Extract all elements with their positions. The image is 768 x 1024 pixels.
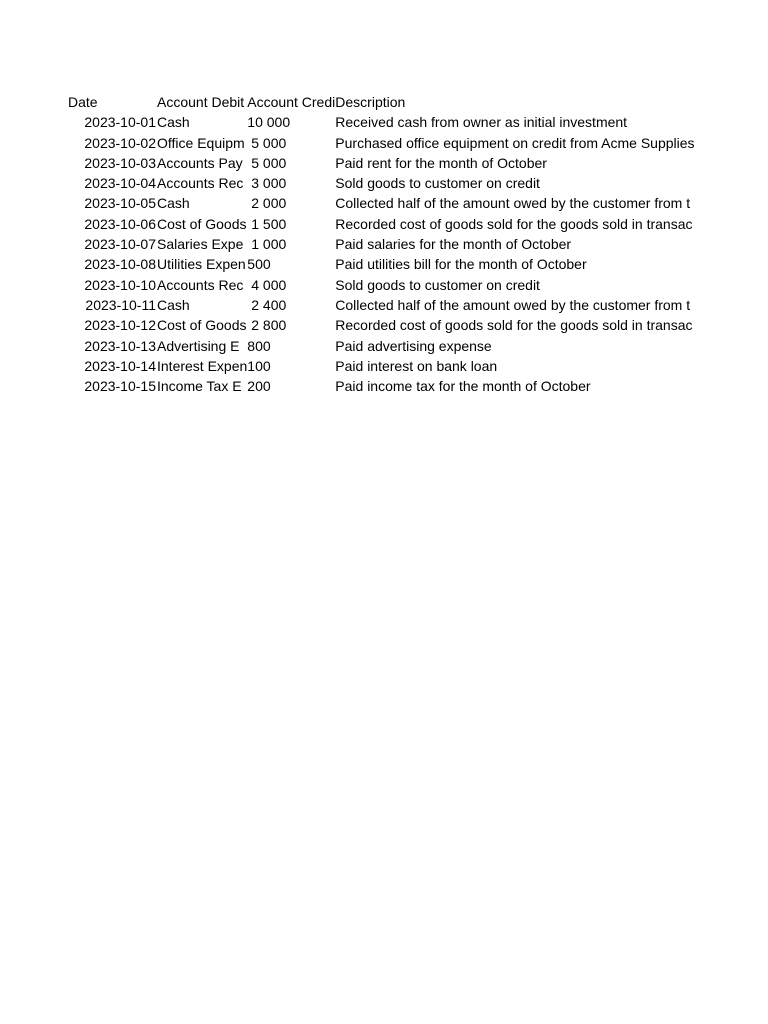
table-row: [68, 336, 695, 356]
header-row: [68, 92, 695, 112]
table-row: [68, 275, 695, 295]
table-row: [68, 254, 695, 274]
header-description[interactable]: Description: [335, 94, 406, 110]
description-cell[interactable]: Recorded cost of goods sold for the goods sold in transac: [335, 215, 693, 232]
account-debit-cell[interactable]: Cash: [157, 114, 190, 131]
description-cell[interactable]: Collected half of the amount owed by the customer from t: [335, 296, 691, 313]
table-row: [68, 295, 695, 315]
description-cell[interactable]: Paid salaries for the month of October: [335, 236, 572, 253]
description-cell[interactable]: Collected half of the amount owed by the customer from t: [335, 195, 691, 212]
amount-cell[interactable]: 5 000: [251, 134, 287, 151]
amount-cell[interactable]: 3 000: [251, 175, 287, 192]
date-cell[interactable]: 2023-10-10: [84, 276, 156, 293]
account-debit-cell[interactable]: Accounts Pay: [157, 154, 243, 171]
header-date[interactable]: Date: [68, 94, 98, 110]
account-debit-cell[interactable]: Advertising E: [157, 337, 240, 354]
table-row: [68, 112, 695, 132]
amount-cell[interactable]: 2 400: [251, 296, 287, 313]
date-cell[interactable]: 2023-10-05: [84, 195, 156, 212]
amount-cell[interactable]: 1 500: [251, 215, 287, 232]
description-cell[interactable]: Received cash from owner as initial investment: [335, 114, 628, 131]
table-row: [68, 153, 695, 173]
amount-cell[interactable]: 500: [247, 256, 271, 273]
description-cell[interactable]: Sold goods to customer on credit: [335, 175, 540, 192]
description-cell[interactable]: Paid income tax for the month of October: [335, 378, 591, 395]
table-row: [68, 234, 695, 254]
table-row: [68, 133, 695, 153]
amount-cell[interactable]: 1 000: [251, 236, 287, 253]
description-cell[interactable]: Purchased office equipment on credit from Acme Supplies: [335, 134, 695, 151]
account-debit-cell[interactable]: Accounts Rec: [157, 276, 244, 293]
journal-body: [68, 112, 695, 396]
journal-table: [68, 92, 695, 396]
date-cell[interactable]: 2023-10-08: [84, 256, 156, 273]
account-debit-cell[interactable]: Cash: [157, 296, 190, 313]
date-cell[interactable]: 2023-10-11: [85, 296, 156, 313]
account-debit-cell[interactable]: Accounts Rec: [157, 175, 244, 192]
account-debit-cell[interactable]: Income Tax E: [157, 378, 242, 395]
table-row: [68, 315, 695, 335]
description-cell[interactable]: Paid utilities bill for the month of October: [335, 256, 587, 273]
header-account-debit[interactable]: Account Debit: [157, 94, 245, 110]
table-row: [68, 193, 695, 213]
amount-cell[interactable]: 100: [247, 357, 271, 374]
amount-cell[interactable]: 2 800: [251, 317, 287, 334]
amount-cell[interactable]: 4 000: [251, 276, 287, 293]
amount-cell[interactable]: 200: [247, 378, 271, 395]
date-cell[interactable]: 2023-10-15: [84, 378, 156, 395]
table-row: [68, 173, 695, 193]
date-cell[interactable]: 2023-10-03: [84, 154, 156, 171]
table-row: [68, 356, 695, 376]
account-debit-cell[interactable]: Salaries Expe: [157, 236, 244, 253]
date-cell[interactable]: 2023-10-14: [84, 357, 156, 374]
date-cell[interactable]: 2023-10-02: [84, 134, 156, 151]
description-cell[interactable]: Paid advertising expense: [335, 337, 492, 354]
description-cell[interactable]: Paid rent for the month of October: [335, 154, 547, 171]
account-debit-cell[interactable]: Cash: [157, 195, 190, 212]
account-debit-cell[interactable]: Cost of Goods: [157, 317, 247, 334]
amount-cell[interactable]: 2 000: [251, 195, 287, 212]
header-account-credit[interactable]: Account Credi: [247, 94, 336, 110]
account-debit-cell[interactable]: Cost of Goods: [157, 215, 247, 232]
date-cell[interactable]: 2023-10-01: [84, 114, 156, 131]
date-cell[interactable]: 2023-10-12: [84, 317, 156, 334]
account-debit-cell[interactable]: Office Equipm: [157, 134, 245, 151]
date-cell[interactable]: 2023-10-06: [84, 215, 156, 232]
description-cell[interactable]: Recorded cost of goods sold for the goods sold in transac: [335, 317, 693, 334]
table-row: [68, 376, 695, 396]
amount-cell[interactable]: 10 000: [247, 114, 291, 131]
amount-cell[interactable]: 800: [247, 337, 271, 354]
account-debit-cell[interactable]: Interest Expen: [157, 357, 248, 374]
date-cell[interactable]: 2023-10-04: [84, 175, 156, 192]
amount-cell[interactable]: 5 000: [251, 154, 287, 171]
table-row: [68, 214, 695, 234]
description-cell[interactable]: Paid interest on bank loan: [335, 357, 498, 374]
date-cell[interactable]: 2023-10-13: [84, 337, 156, 354]
account-debit-cell[interactable]: Utilities Expen: [157, 256, 246, 273]
date-cell[interactable]: 2023-10-07: [84, 236, 156, 253]
description-cell[interactable]: Sold goods to customer on credit: [335, 276, 540, 293]
